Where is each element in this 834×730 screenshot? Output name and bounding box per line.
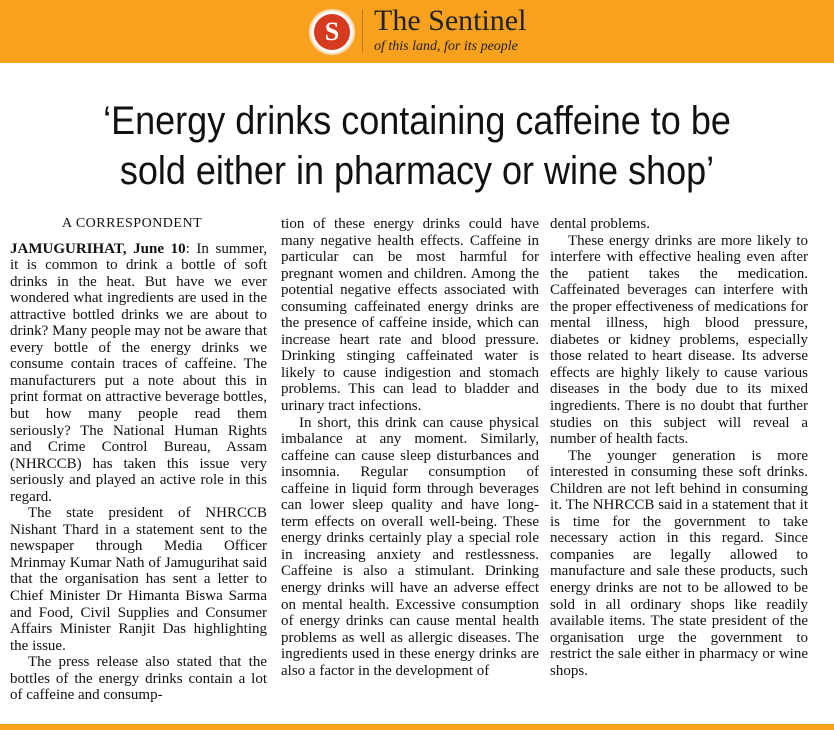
paragraph-3-start: The press release also stated that the bottles of the energy drinks contain a lot of caffeine and consump- [10,654,267,704]
article-headline [42,96,793,196]
sentinel-logo-icon [309,9,355,55]
article-column-3 [550,216,808,679]
paragraph-6: The younger generation is more interested in consuming these soft drinks. Children are not left behind in consuming it. The NHRCCB said in a statement that it is time for the government to take necessary action in this regard. Since companies are legally allowed to manufacture and sale these products, such energy drinks are not to be allowed to be sold in all ordinary shops like readily available items. The state president of the organisation urge the government to restrict the sale either in pharmacy or wine shops. [550,447,808,679]
headline-line-1: ‘Energy drinks containing caffeine to be [103,99,731,143]
bottom-rule [0,724,834,730]
byline: A CORRESPONDENT [62,216,203,231]
paragraph-1-text: : In summer, it is common to drink a bottle of soft drinks in the heat. But have we ever wondered what ingredients are used in the attractive bottled drinks we are about to drink? Many people may not be aware that every bottle of the energy drinks we consume contain traces of caffeine. The manufacturers put a note about this in print format on attractive beverage bottles, but how many people read them seriously? The National Human Rights and Crime Control Bureau, Assam (NHRCCB) has taken this issue very seriously and played an active role in this regard. [10,240,267,505]
paragraph-5: These energy drinks are more likely to interfere with effective healing even after the patient takes the medication. Caffeinated beverages can interfere with the proper effectiveness of medications for mental illness, high blood pressure, diabetes or kidney problems, especially those related to heart disease. Its adverse effects are highly likely to cause various diseases in the body due to its mixed ingredients. There is no doubt that further studies on this subject will reveal a number of health facts. [550,232,808,448]
paragraph-4-start: In short, this drink can cause physical imbalance at any moment. Similarly, caffeine can cause sleep disturbances and insomnia. Regular consumption of caffeine in liquid form through beverages can lower sleep quality and have long-term effects on overall well-being. These energy drinks certainly play a special role in increasing anxiety and restlessness. Caffeine is also a stimulant. Drinking energy drinks will have an adverse effect on mental health. Excessive consumption of energy drinks can cause mental health problems as well as allergic diseases. The ingredients used in these energy drinks are also a factor in the development of [281,414,539,679]
headline-line-2: sold either in pharmacy or wine shop’ [119,149,715,193]
article-column-2 [281,216,539,679]
dateline: JAMUGURIHAT, June 10 [10,240,186,257]
article-column-1 [10,216,267,704]
logo-letter: S [314,14,350,50]
newspaper-tagline: of this land, for its people [374,39,518,54]
paragraph-3-continued: tion of these energy drinks could have many negative health effects. Caffeine in particular can be most harmful for pregnant women and children. Among the potential negative effects associated with consuming caffeinated energy drinks are the presence of caffeine inside, which can increase heart rate and blood pressure. Drinking stinging caffeinated water is likely to cause indigestion and stomach problems. This can lead to bladder and urinary tract infections. [281,216,539,415]
masthead [0,0,834,63]
masthead-divider [362,10,363,52]
newspaper-name: The Sentinel [374,4,527,37]
paragraph-4-continued: dental problems. [550,216,650,232]
paragraph-2: The state president of NHRCCB Nishant Thard in a statement sent to the newspaper through Media Officer Mrinmay Kumar Nath of Jamugurihat said that the organisation has sent a letter to Chief Minister Dr Himanta Biswa Sarma and Food, Civil Supplies and Consumer Affairs Minister Ranjit Das highlighting the issue. [10,505,267,654]
paragraph-1 [10,241,267,506]
